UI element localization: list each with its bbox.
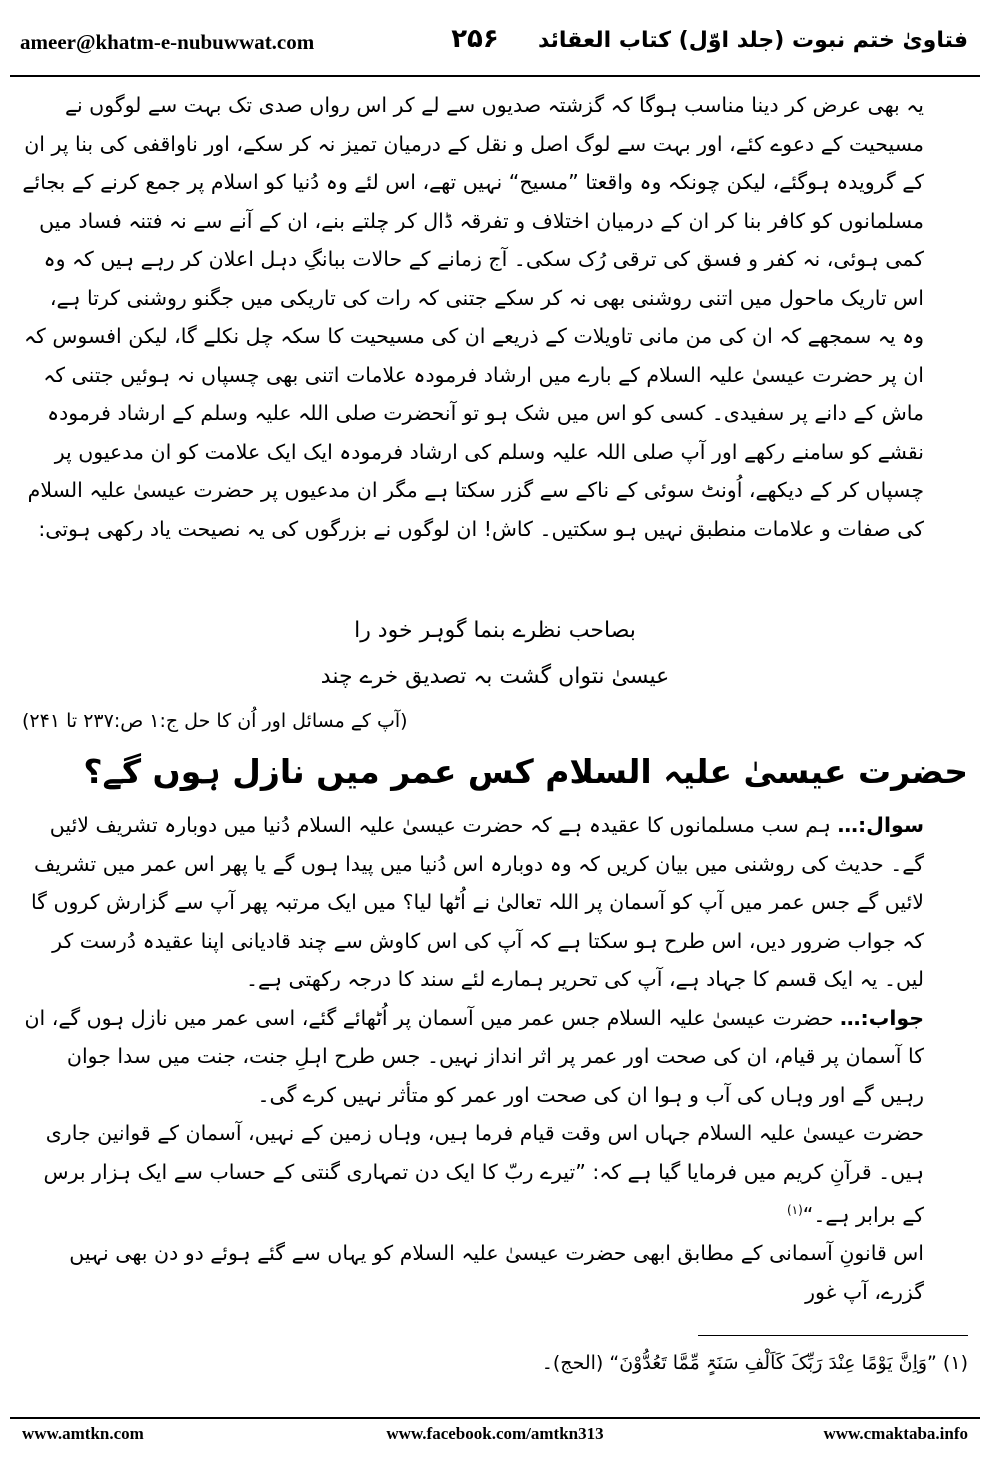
couplet-line-2: عیسیٰ نتواں گشت بہ تصدیق خرے چند	[320, 664, 670, 689]
intro-paragraph: یہ بھی عرض کر دینا مناسب ہوگا کہ گزشتہ صدیوں سے لے کر اس رواں صدی تک بہت سے لوگوں نے مسیحیت کے دعوے کئے، اور بہت سے لوگ اصل و نقل کے درمیان تمیز نہ کر سکے، اور ناواقفی کی بنا پر ان کے گرویدہ ہوگئے، لیکن چونکہ وہ واقعتا ”مسیح“ نہیں تھے، اس لئے وہ دُنیا کو اسلام پر جمع کرنے کے بجائے مسلمانوں کو کافر بنا کر ان کے درمیان اختلاف و تفرقہ ڈال کر چلتے بنے، ان کے آنے سے نہ فتنہ فساد میں کمی ہوئی، نہ کفر و فسق کی ترقی رُک سکی۔ آج زمانے کے حالات ببانگِ دہل اعلان کر رہے ہیں کہ وہ اس تاریک ماحول میں اتنی روشنی بھی نہ کر سکے جتنی کہ رات کی تاریکی میں جگنو روشنی کرتا ہے، وہ یہ سمجھے کہ ان کی من مانی تاویلات کے ذریعے ان کی مسیحیت کا سکہ چل نکلے گا، لیکن افسوس کہ ان پر حضرت عیسیٰ علیہ السلام کے بارے میں ارشاد فرمودہ علامات اتنی بھی چسپاں نہ ہوئیں جتنی کہ ماش کے دانے پر سفیدی۔ کسی کو اس میں شک ہو تو آنحضرت صلی اللہ علیہ وسلم کے ارشاد فرمودہ نقشے کو سامنے رکھے اور آپ صلی اللہ علیہ وسلم کی ارشاد فرمودہ ایک ایک علامت کو ان مدعیوں پر چسپاں کر کے دیکھے، اُونٹ سوئی کے ناکے سے گزر سکتا ہے مگر ان مدعیوں پر حضرت عیسیٰ علیہ السلام کی صفات و علامات منطبق نہیں ہو سکتیں۔ کاش! ان لوگوں نے بزرگوں کی یہ نصیحت یاد رکھی ہوتی:	[22, 93, 924, 541]
couplet-line-1: بصاحب نظرے بنما گوہر خود را	[354, 618, 636, 643]
persian-couplet	[0, 608, 990, 700]
question-label: سوال:…	[837, 813, 924, 837]
footer-link-facebook[interactable]: www.facebook.com/amtkn313	[386, 1424, 604, 1443]
question-paragraph	[22, 806, 968, 999]
footnote: (۱) ”وَاِنَّ یَوْمًا عِنْدَ رَبِّکَ کَاَلْفِ سَنَۃٍ مِّمَّا تَعُدُّوْنَ“ (الحج)۔	[541, 1352, 968, 1374]
footer-link-cmaktaba[interactable]: www.cmaktaba.info	[823, 1424, 968, 1443]
page-footer	[0, 1424, 990, 1454]
header-divider	[10, 75, 980, 77]
heaven-time-text: حضرت عیسیٰ علیہ السلام جہاں اس وقت قیام فرما ہیں، وہاں زمین کے نہیں، آسمان کے قوانین جاری ہیں۔ قرآنِ کریم میں فرمایا گیا ہے کہ: ”تیرے ربّ کا ایک دن تمہاری گنتی کے حساب سے ایک ہزار برس کے برابر ہے۔“	[43, 1121, 924, 1227]
question-text: ہم سب مسلمانوں کا عقیدہ ہے کہ حضرت عیسیٰ علیہ السلام دُنیا میں دوبارہ تشریف لائیں گے۔ حدیث کی روشنی میں بیان کریں کہ وہ دوبارہ اس دُنیا میں پیدا ہوں گے یا پھر اس عمر میں تشریف لائیں گے جس عمر میں آپ کو آسمان پر اللہ تعالیٰ نے اُٹھا لیا؟ میں ایک مرتبہ پھر آپ سے گزارش کروں گا کہ جواب ضرور دیں، اس طرح ہو سکتا ہے کہ آپ کی اس کاوش سے چند قادیانی اپنا عقیدہ دُرست کر لیں۔ یہ ایک قسم کا جہاد ہے، آپ کی تحریر ہمارے لئے سند کا درجہ رکھتی ہے۔	[30, 813, 924, 991]
answer-label: جواب:…	[840, 1005, 924, 1030]
answer-paragraph	[22, 999, 968, 1115]
footnote-marker: (۱)	[786, 1203, 803, 1217]
footer-link-amtkn[interactable]: www.amtkn.com	[22, 1424, 144, 1443]
book-title: فتاویٰ ختم نبوت (جلد اوّل) کتاب العقائد	[537, 28, 968, 53]
page-header	[0, 20, 990, 70]
header-email[interactable]: ameer@khatm-e-nubuwwat.com	[20, 30, 315, 54]
footer-divider	[10, 1417, 980, 1419]
section-heading: حضرت عیسیٰ علیہ السلام کس عمر میں نازل ہوں گے؟	[83, 752, 968, 791]
page-number: ۲۵۶	[451, 24, 499, 54]
question-answer-block	[22, 806, 968, 1311]
law-paragraph: اس قانونِ آسمانی کے مطابق ابھی حضرت عیسیٰ علیہ السلام کو یہاں سے گئے ہوئے دو دن بھی نہیں گزرے، آپ غور	[69, 1241, 924, 1304]
footnote-divider	[698, 1335, 968, 1336]
source-reference: (آپ کے مسائل اور اُن کا حل ج:۱ ص:۲۳۷ تا ۲۴۱)	[22, 710, 408, 732]
heaven-time-paragraph	[22, 1114, 968, 1234]
answer-text: حضرت عیسیٰ علیہ السلام جس عمر میں آسمان پر اُٹھائے گئے، اسی عمر میں نازل ہوں گے، ان کا آسمان پر قیام، ان کی صحت اور عمر پر اثر انداز نہیں۔ جس طرح اہلِ جنت، جنت میں سدا جوان رہیں گے اور وہاں کی آب و ہوا ان کی صحت اور عمر کو متأثر نہیں کرے گی۔	[24, 1005, 924, 1107]
